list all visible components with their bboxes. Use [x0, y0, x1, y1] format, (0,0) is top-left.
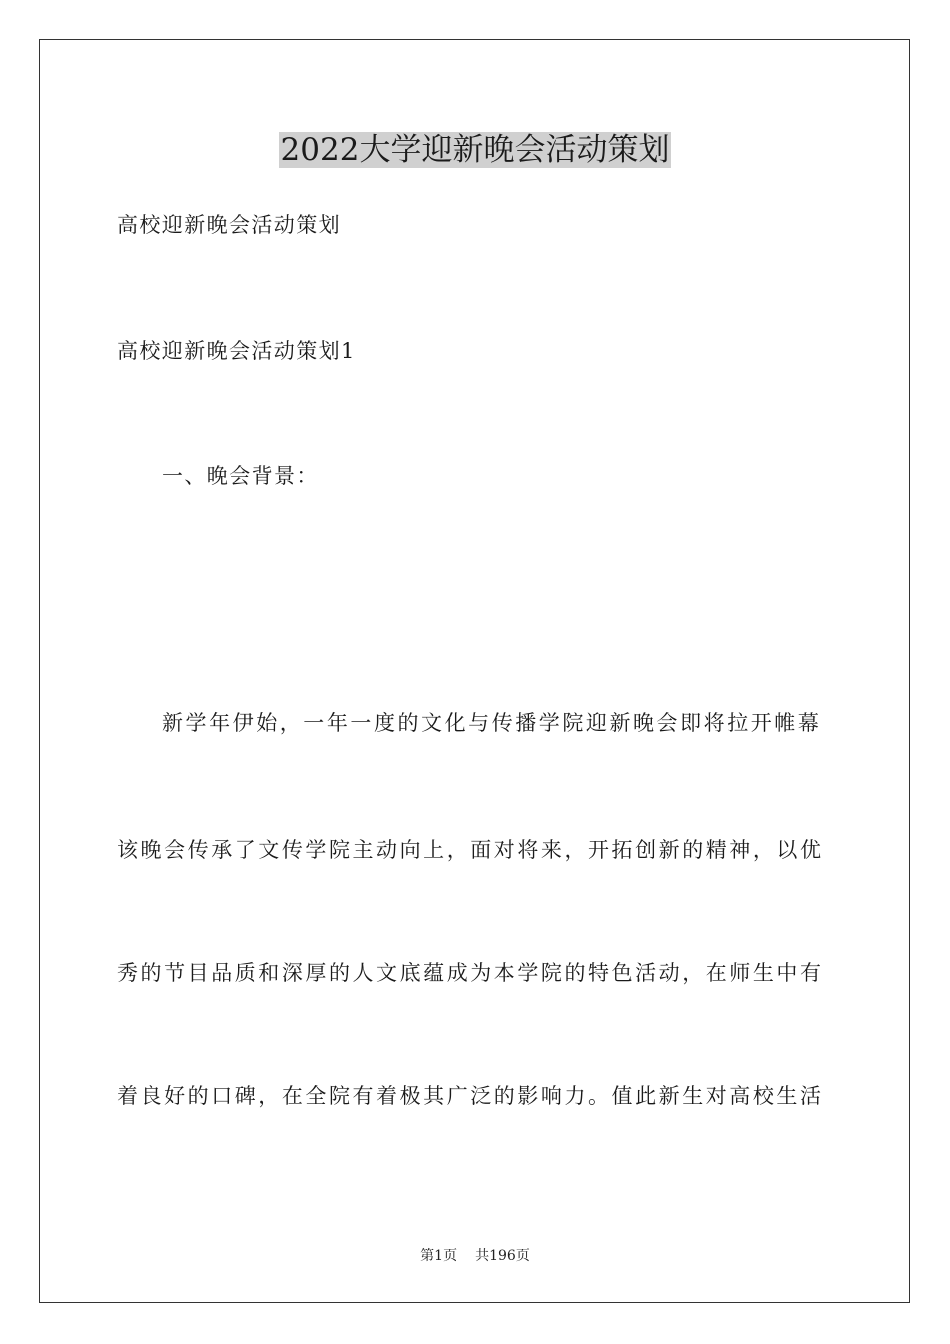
subtitle-line: 高校迎新晚会活动策划	[117, 213, 341, 237]
page-total: 共196页	[475, 1248, 530, 1264]
page-footer	[0, 1246, 950, 1266]
background-heading: 一、晚会背景：	[162, 464, 319, 488]
paragraph-line: 秀的节目品质和深厚的人文底蕴成为本学院的特色活动，在师生中有	[117, 961, 824, 985]
document-title-text: 2022大学迎新晚会活动策划	[280, 132, 670, 168]
page-number: 第1页	[420, 1248, 458, 1264]
paragraph-line: 该晚会传承了文传学院主动向上，面对将来，开拓创新的精神，以优	[117, 838, 824, 862]
paragraph-line: 着良好的口碑，在全院有着极其广泛的影响力。值此新生对高校生活	[117, 1084, 824, 1108]
paragraph-line: 新学年伊始，一年一度的文化与传播学院迎新晚会即将拉开帷幕	[162, 711, 822, 735]
document-title	[0, 128, 950, 172]
section-heading: 高校迎新晚会活动策划1	[117, 339, 356, 363]
